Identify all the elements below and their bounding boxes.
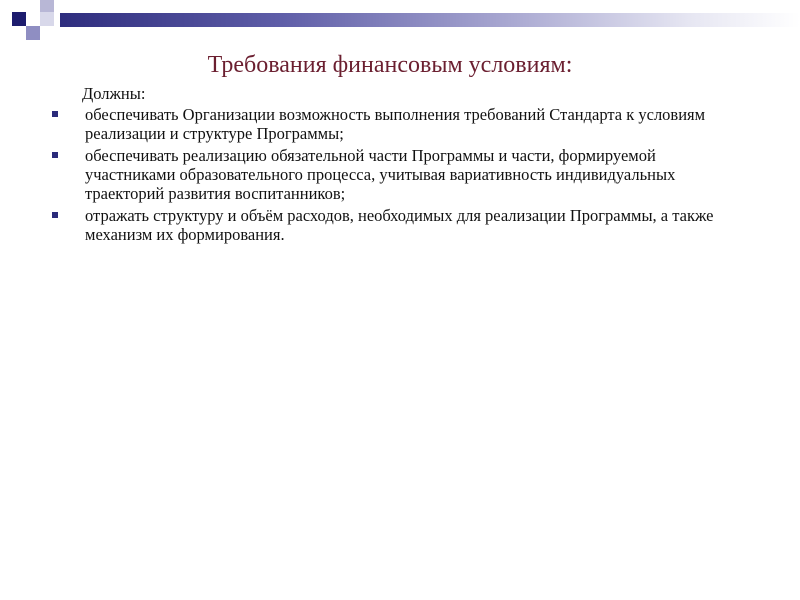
decorative-square [40,12,54,26]
slide-title: Требования финансовым условиям: [207,52,573,78]
slide-body [60,84,740,247]
square-bullet-icon [52,152,58,158]
square-bullet-icon [52,111,58,117]
bullet-item [60,105,740,143]
bullet-text: отражать структуру и объём расходов, необходимых для реализации Программы, а также механизм их формирования. [85,206,714,244]
decorative-square [26,26,40,40]
bullet-list [60,105,740,244]
bullet-item [60,146,740,203]
header-gradient-bar [60,13,800,27]
decorative-square [12,12,26,26]
bullet-text: обеспечивать Организации возможность выполнения требований Стандарта к условиям реализации и структуре Программы; [85,105,706,143]
lead-text: Должны: [82,84,146,103]
decorative-square [26,12,40,26]
square-bullet-icon [52,212,58,218]
bullet-text: обеспечивать реализацию обязательной части Программы и части, формируемой участниками образовательного процесса, учитывая вариативность индивидуальных траекторий развития воспитанников; [85,146,676,203]
bullet-item [60,206,740,244]
slide-header-decoration [0,0,800,40]
